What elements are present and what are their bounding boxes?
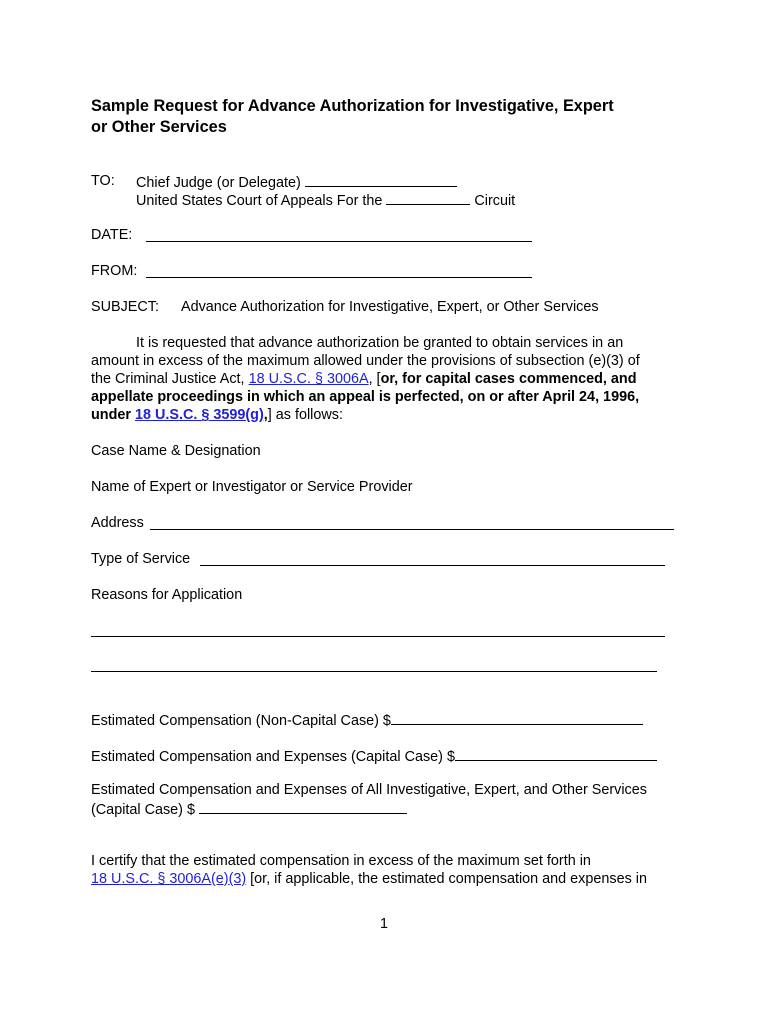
certify-line-2-text: [or, if applicable, the estimated compensation and expenses in xyxy=(250,871,647,887)
comp-all-line-2 xyxy=(91,799,407,819)
request-line-3 xyxy=(91,370,681,388)
comp-non-capital-blank[interactable] xyxy=(391,710,643,725)
court-text: United States Court of Appeals For the xyxy=(136,193,383,209)
request-paragraph xyxy=(91,334,681,424)
request-line-5-under: under xyxy=(91,407,131,423)
request-line-2: amount in excess of the maximum allowed under the provisions of subsection (e)(3) of xyxy=(91,353,640,369)
comp-non-capital-label: Estimated Compensation (Non-Capital Case) $ xyxy=(91,713,391,729)
request-line-1: It is requested that advance authorization be granted to obtain services in an xyxy=(136,335,624,351)
address-blank[interactable] xyxy=(150,529,674,530)
comp-all-label: (Capital Case) $ xyxy=(91,802,195,818)
comp-all-line-1: Estimated Compensation and Expenses of All Investigative, Expert, and Other Services xyxy=(91,782,647,798)
date-label: DATE: xyxy=(91,227,133,243)
comp-capital-blank[interactable] xyxy=(455,746,657,761)
comp-capital xyxy=(91,746,657,766)
case-name-label: Case Name & Designation xyxy=(91,443,261,459)
service-type-label: Type of Service xyxy=(91,551,191,567)
request-line-3-bold: or, for capital cases commenced, and xyxy=(380,371,637,387)
request-line-4 xyxy=(91,388,681,406)
comp-capital-label: Estimated Compensation and Expenses (Capital Case) $ xyxy=(91,749,455,765)
to-line-2 xyxy=(136,190,515,210)
from-blank[interactable] xyxy=(146,277,532,278)
date-blank[interactable] xyxy=(146,241,532,242)
document-title xyxy=(91,96,614,138)
circuit-text: Circuit xyxy=(474,193,516,209)
circuit-blank[interactable] xyxy=(386,190,470,205)
subject-label: SUBJECT: xyxy=(91,299,159,315)
statute-link-3006a[interactable]: 18 U.S.C. § 3006A xyxy=(248,371,369,387)
to-recipient: Chief Judge (or Delegate) xyxy=(136,175,301,191)
certify-line-2 xyxy=(91,870,647,888)
comp-all-blank[interactable] xyxy=(199,799,407,814)
request-line-4-bold: appellate proceedings in which an appeal is perfected, on or after April 24, 1996, xyxy=(91,389,640,405)
request-line-5-comma: , xyxy=(263,407,268,423)
title-line-2: or Other Services xyxy=(91,118,227,136)
delegate-blank[interactable] xyxy=(305,172,457,187)
statute-link-3599g[interactable]: 18 U.S.C. § 3599(g) xyxy=(134,407,264,423)
from-label: FROM: xyxy=(91,263,138,279)
reasons-blank-1[interactable] xyxy=(91,636,665,637)
provider-label: Name of Expert or Investigator or Service Provider xyxy=(91,479,413,495)
certify-line-1: I certify that the estimated compensation in excess of the maximum set forth in xyxy=(91,853,591,869)
to-line-1 xyxy=(136,172,457,192)
reasons-label: Reasons for Application xyxy=(91,587,243,603)
comp-non-capital xyxy=(91,710,643,730)
statute-link-3006a-e3[interactable]: 18 U.S.C. § 3006A(e)(3) xyxy=(91,871,247,887)
request-line-3-sep: , [ xyxy=(368,371,381,387)
page-number: 1 xyxy=(380,916,389,932)
reasons-blank-2[interactable] xyxy=(91,671,657,672)
request-line-5-rest: ] as follows: xyxy=(267,407,343,423)
service-type-blank[interactable] xyxy=(200,565,665,566)
address-label: Address xyxy=(91,515,144,531)
to-label: TO: xyxy=(91,173,115,189)
request-line-3-text: the Criminal Justice Act, xyxy=(91,371,245,387)
title-line-1: Sample Request for Advance Authorization for Investigative, Expert xyxy=(91,97,614,115)
request-line-5 xyxy=(91,406,681,424)
subject-text: Advance Authorization for Investigative, Expert, or Other Services xyxy=(181,299,599,315)
